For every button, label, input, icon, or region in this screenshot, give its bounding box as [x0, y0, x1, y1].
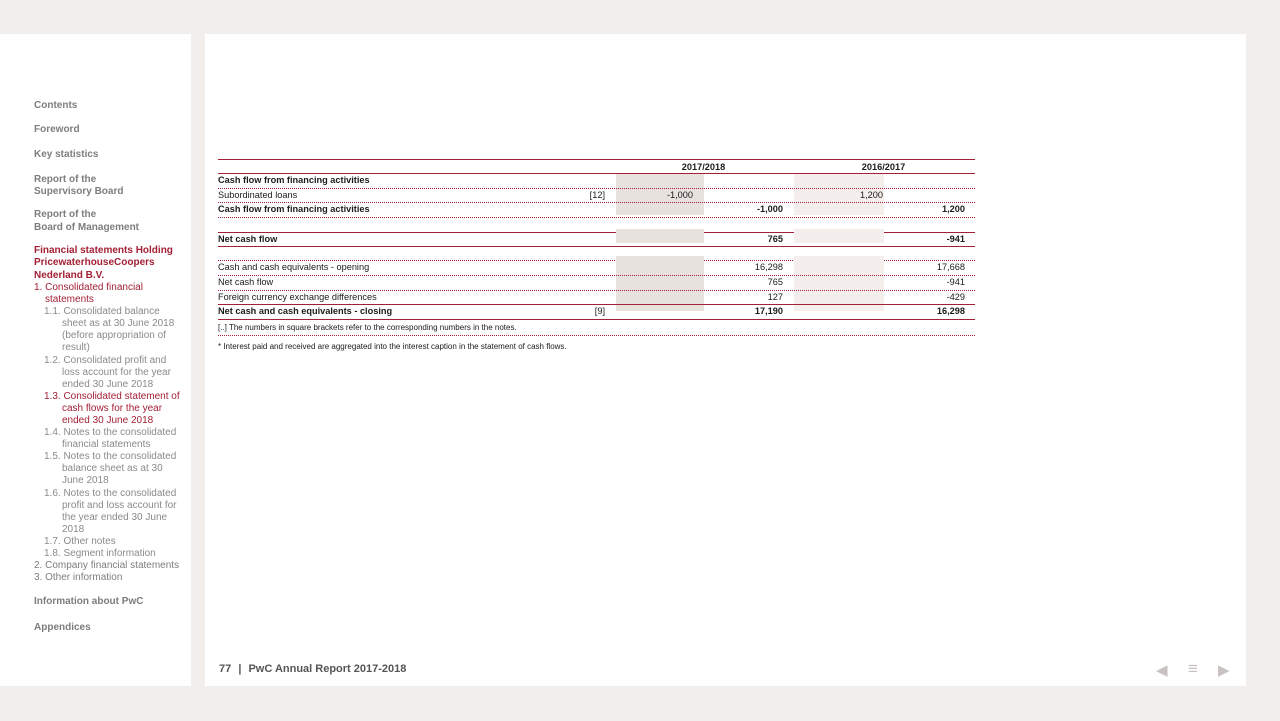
row-label: Cash flow from financing activities: [218, 204, 370, 215]
value-2018: -1,000: [756, 204, 783, 215]
value-2017: -429: [946, 291, 965, 302]
row-label: Subordinated loans: [218, 189, 298, 200]
table-row: [218, 276, 975, 291]
note-ref: [9]: [594, 306, 605, 317]
value-2018-sub: -1,000: [666, 189, 693, 200]
page-navigation: [1156, 661, 1246, 679]
value-2017: -941: [946, 276, 965, 287]
row-label: Net cash and cash equivalents - closing: [218, 306, 393, 317]
table-row: [218, 305, 975, 320]
table-row: [218, 291, 975, 306]
value-2017-sub: 1,200: [860, 189, 883, 200]
sidebar-item-appendices[interactable]: Appendices: [34, 621, 91, 633]
sidebar-item-1-2[interactable]: 1.2. Consolidated profit and loss account for the year ended 30 June 2018: [44, 354, 171, 390]
sidebar-item-1-5[interactable]: 1.5. Notes to the consolidated balance sheet as at 30 June 2018: [44, 451, 177, 487]
table-header: [218, 159, 975, 174]
row-label: Net cash flow: [218, 233, 278, 244]
table-row: [218, 233, 975, 248]
section-title: Cash flow from financing activities: [218, 175, 370, 185]
value-2018: 765: [767, 233, 783, 244]
footer-separator: |: [238, 663, 242, 675]
value-2018: 765: [767, 276, 783, 287]
row-label: Cash and cash equivalents - opening: [218, 262, 370, 273]
page-number: 77: [219, 663, 232, 675]
row-label: Net cash flow: [218, 276, 274, 287]
report-title: PwC Annual Report 2017-2018: [248, 663, 407, 675]
page-footer: [219, 663, 406, 675]
sidebar-nav: [34, 100, 184, 634]
next-arrow-icon[interactable]: ▶: [1218, 662, 1230, 679]
value-2017: 16,298: [936, 306, 965, 317]
footnote-brackets: [..] The numbers in square brackets refer to the corresponding numbers in the notes.: [218, 320, 975, 336]
column-2017-2018: 2017/2018: [681, 162, 726, 172]
sidebar-item-supervisory-board[interactable]: Report of the Supervisory Board: [34, 173, 124, 198]
document-page: [205, 34, 1246, 686]
table-row: [218, 261, 975, 276]
menu-icon[interactable]: ≡: [1188, 659, 1198, 678]
value-2017: 17,668: [936, 262, 965, 273]
sidebar-item-foreword[interactable]: Foreword: [34, 124, 80, 136]
sidebar-item-company-fs[interactable]: 2. Company financial statements: [34, 560, 180, 572]
row-label: Foreign currency exchange differences: [218, 291, 377, 302]
sidebar-item-1-7[interactable]: 1.7. Other notes: [44, 535, 116, 547]
value-2018: 17,190: [754, 306, 783, 317]
value-2017: 1,200: [942, 204, 965, 215]
sidebar-item-information-about-pwc[interactable]: Information about PwC: [34, 596, 144, 608]
table-row: [218, 203, 975, 218]
sidebar-item-consolidated-fs[interactable]: 1. Consolidated financial statements: [34, 281, 143, 306]
value-2017: -941: [946, 233, 965, 244]
sidebar-item-board-of-management[interactable]: Report of the Board of Management: [34, 209, 140, 233]
footnote-interest: * Interest paid and received are aggregated into the interest caption in the statement of cash flows.: [218, 341, 567, 351]
prev-arrow-icon[interactable]: ◀: [1156, 662, 1168, 679]
sidebar-item-1-3[interactable]: 1.3. Consolidated statement of cash flows for the year ended 30 June 2018: [44, 390, 180, 426]
table-row: [218, 189, 975, 204]
sidebar-item-1-8[interactable]: 1.8. Segment information: [44, 548, 156, 560]
sidebar-item-key-statistics[interactable]: Key statistics: [34, 148, 99, 160]
sidebar-item-other-information[interactable]: 3. Other information: [34, 572, 123, 584]
sidebar-item-1-4[interactable]: 1.4. Notes to the consolidated financial statements: [44, 427, 177, 451]
column-2016-2017: 2016/2017: [861, 162, 906, 172]
sidebar-item-financial-statements[interactable]: Financial statements Holding PricewaterhouseCoopers Nederland B.V.: [34, 245, 173, 281]
value-2018: 16,298: [754, 262, 783, 273]
sidebar-item-1-1[interactable]: 1.1. Consolidated balance sheet as at 30 June 2018 (before appropriation of result): [44, 306, 175, 354]
value-2018: 127: [767, 291, 783, 302]
sidebar: [0, 34, 191, 686]
note-ref: [12]: [589, 189, 605, 200]
table-row: [218, 174, 975, 189]
cash-flow-table: [218, 159, 975, 351]
sidebar-item-1-6[interactable]: 1.6. Notes to the consolidated profit and loss account for the year ended 30 June 2018: [44, 487, 177, 535]
sidebar-item-contents[interactable]: Contents: [34, 100, 78, 111]
